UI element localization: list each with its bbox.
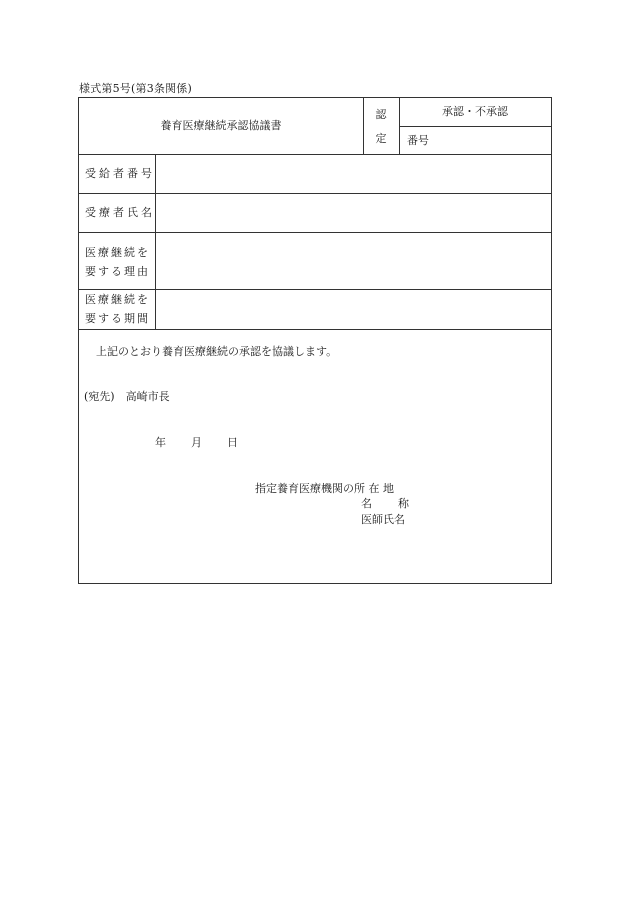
institution-address-label: 指定養育医療機関の所 在 地 [255, 482, 394, 495]
addressee-text: (宛先) 高崎市長 [84, 390, 170, 403]
reason-label-line: 要する理由 [85, 265, 150, 278]
period-label [85, 290, 150, 328]
approval-divider [399, 126, 551, 127]
form-table [78, 97, 552, 584]
approval-number-field[interactable] [441, 128, 549, 152]
reason-label-line: 医療継続を [85, 246, 150, 259]
reason-label [85, 243, 150, 281]
row-divider [79, 154, 551, 155]
recipient-number-field[interactable] [157, 156, 549, 192]
recipient-number-label: 受給者番号 [85, 167, 155, 180]
row-divider [79, 193, 551, 194]
column-divider [155, 154, 156, 329]
approval-number-label: 番号 [407, 134, 429, 147]
period-field[interactable] [157, 291, 549, 328]
form-number-label: 様式第5号(第3条関係) [79, 82, 192, 95]
period-label-line: 医療継続を [85, 293, 150, 306]
reason-field[interactable] [157, 234, 549, 288]
patient-name-label: 受療者氏名 [85, 206, 155, 219]
approval-header-char: 定 [375, 132, 387, 145]
statement-text: 上記のとおり養育医療継続の承認を協議します。 [96, 345, 338, 358]
date-year-label: 年 [155, 436, 166, 449]
patient-name-field[interactable] [157, 195, 549, 231]
doctor-name-label: 医師氏名 [361, 513, 405, 526]
date-month-label: 月 [191, 436, 202, 449]
date-day-label: 日 [227, 436, 238, 449]
approval-header-char: 認 [375, 108, 387, 121]
document-title: 養育医療継続承認協議書 [160, 119, 282, 132]
row-divider [79, 232, 551, 233]
approval-status-label: 承認・不承認 [442, 105, 508, 118]
period-label-line: 要する期間 [85, 312, 150, 325]
row-divider [79, 329, 551, 330]
institution-name-label: 名 称 [361, 497, 409, 510]
